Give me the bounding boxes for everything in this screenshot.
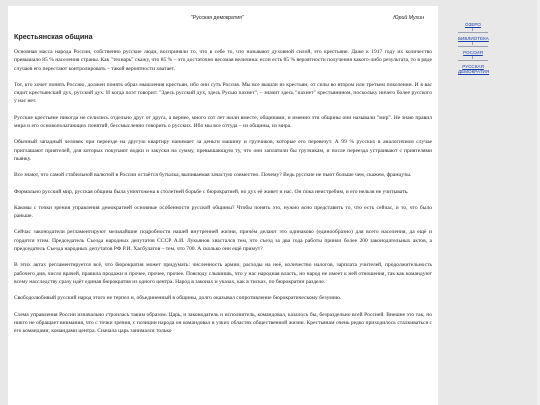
nav-link-library[interactable]: БИБЛИОТЕКА bbox=[458, 36, 489, 41]
nav-link-russian-democracy[interactable]: РУССКАЯ ДЕМОКРАТИЯ bbox=[458, 64, 490, 74]
nav-connector bbox=[472, 42, 473, 45]
nav-connector bbox=[472, 56, 473, 59]
article-header bbox=[14, 13, 432, 25]
article-page bbox=[8, 6, 438, 405]
paragraph-8: Сейчас законодатели регламентируют мельчайшие подробности нашей внутренней жизни, причём делают это одинаково (единообразно) для всего населения, да ещё и гордятся этим. Председатель Съезда народных депутатов СССР А.И. Лукьянов хвастался тем, что съезд за два года работы принял более 200 законодательных актов, а председатель Съезда народных депутатов РФ Р.И. Хасбулатов – тем, что 700. А сколько они ещё примут? bbox=[14, 229, 432, 253]
paragraph-3: Русские крестьяне никогда не селились отдельно друг от друга, а вернее, много сот лет жили вместе, общинами, и именно эти общины они называли "мир". Не знаю правил мира и его основополагающих понятий, бессмысленно говорить о русских. Ибо мы все оттуда – из общины, из мира. bbox=[14, 114, 432, 130]
paragraph-10: Свободолюбивый русский народ этого не терпел и, объединенный в общины, долго оказывал сопротивление бюрократическому безумию. bbox=[14, 295, 342, 302]
paragraph-7: Каковы с точки зрения управления демократией основные особенности русской общины? Чтобы понять это, нужно ясно представить то, что есть сейчас, и то, что было раньше. bbox=[14, 204, 432, 220]
nav-link-ozero[interactable]: ОЗЕРО bbox=[465, 22, 481, 27]
nav-divider bbox=[458, 60, 488, 61]
paragraph-2: Тот, кто хочет понять Россию, должен понять образ мышления крестьян, ибо они суть Россия. Мы все вышли из крестьян, от силы во втором или третьем поколении. И я вас сидит крестьянский дух, русский дух. И когда поэт говорит: "Здесь русский дух, здесь Русью пахнет", – значит здесь "пахнет" крестьянином, поскольку ничего более русского у нас нет. bbox=[14, 81, 432, 105]
author-name: Юрий Мухин bbox=[393, 15, 424, 21]
paragraph-9: В этих актах регламентируется всё, что бюрократия может придумать: численность армии, расходы на неё, количество налогов, зарплата учителей, продолжительность рабочего дня, число врачей, правила продажи и прочее, прочее, прочее. Повсюду слышишь, что у нас народная власть, но народ не имеет к ней отношения, так как командуют всему насследству сразу идёт единая бюрократия из одного центра. Народ в законах и указах, как в тисках, по бюрократии разделе. bbox=[14, 262, 432, 285]
article-title: Крестьянская община bbox=[14, 32, 93, 41]
paragraph-11: Схема управления России изначально строилась таким образом. Царь, и законодатель и исполнитель, командовал, казалось бы, безраздельно всей Россией. Внешне это так, но никто не обращает внимания, что с точки зрения, с позиции народа он командовал в узких областях общественной жизни. Крестьянам очень редко приходилось сталкиваться с его командами, командами центра. Сначала царь занимался только bbox=[14, 311, 432, 335]
paragraph-6: Формально русский мир, русская община была уничтожена в столетней борьбе с бюрократией, но дух её живет и нас. Он пока неистребим, и его нельзя не учитывать. bbox=[14, 188, 409, 195]
publication-title: "Русская демократия" bbox=[191, 15, 244, 21]
nav-sidebar bbox=[442, 6, 540, 405]
paragraph-5: Все знают, что самой стабильной валютой в России остаётся бутылка, выпиваемая зачастую совместно. Почему? Ведь русские не пьют больше чем, скажем, французы. bbox=[14, 172, 412, 179]
paragraph-1: Основная масса народа России, собственно русские люди, восприняли то, что в себе то, что называют духовной силой, это крестьяне. Даже к 1917 году их количество превышало 85 % населения страны. Как "технарь" скажу, что 85 % – это достаточно весомая величина: если есть 85 % вероятности получения какого-либо результата, то в ряде случаев его перестают контролировать – такой вероятности хватает. bbox=[14, 49, 432, 72]
paragraph-4: Обычный западный человек при переезде на другую квартиру нанимает за деньги машину и грузчиков, которые его перевезут. А 99 % русских в аналогичном случае приглашают приятелей, для которых покупают водки и закуски на сумму, превышающую ту, что они заплатили бы грузчикам, и после переезда устраивают с приятелями пьянку. bbox=[14, 139, 432, 162]
nav-divider bbox=[458, 46, 488, 47]
nav-link-russia[interactable]: РОССИЯ bbox=[463, 50, 483, 55]
nav-connector bbox=[472, 28, 473, 31]
nav-divider bbox=[458, 32, 488, 33]
